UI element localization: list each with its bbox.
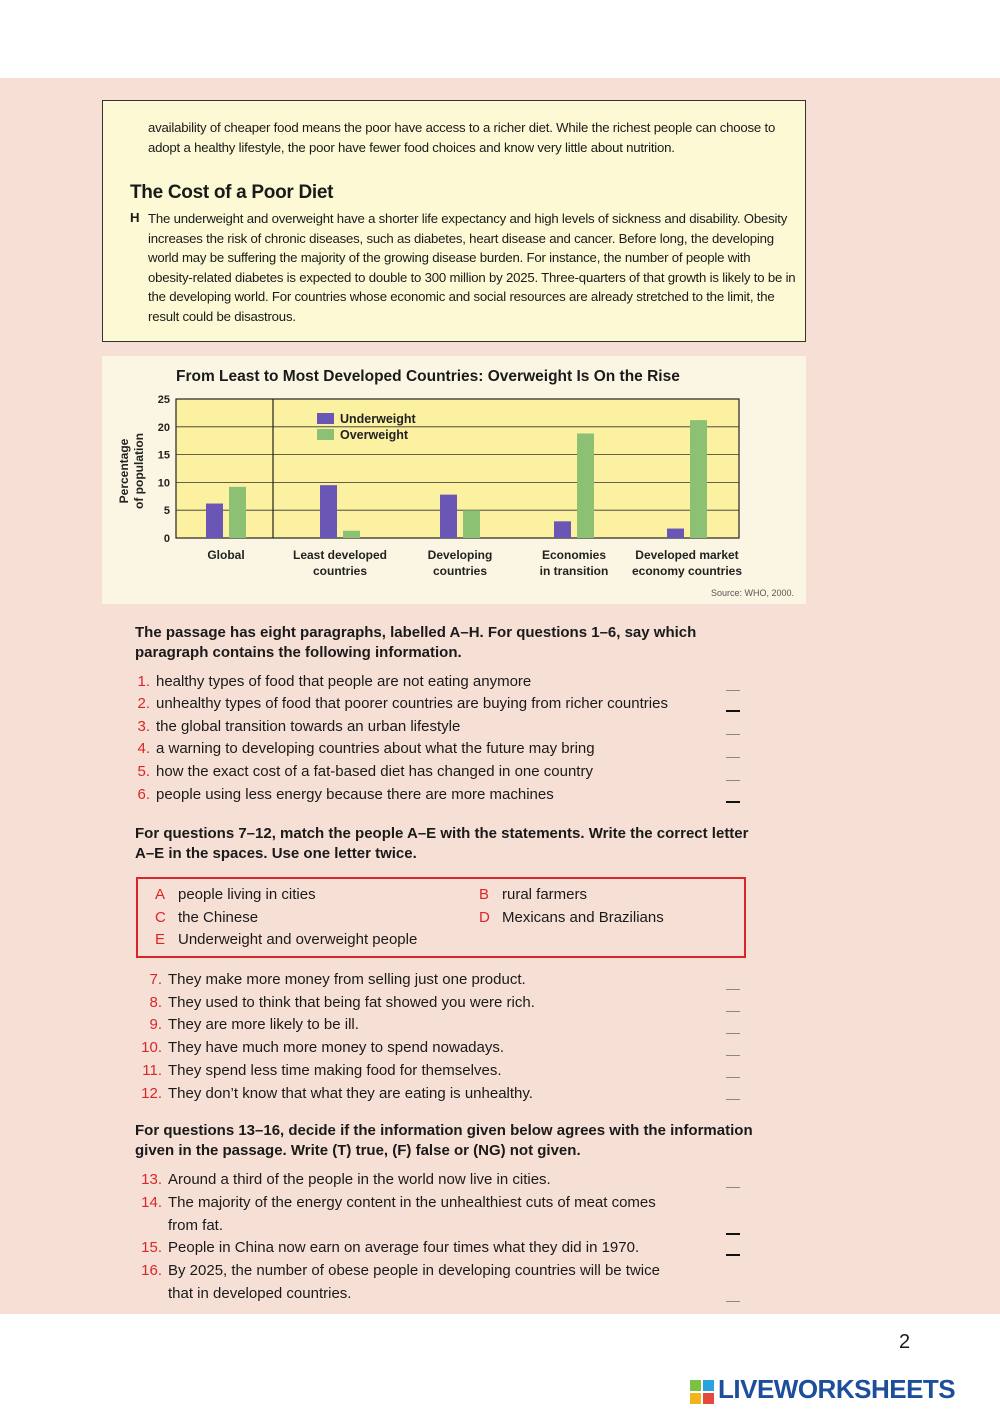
question-text: They spend less time making food for themselves. bbox=[168, 1062, 502, 1079]
question-row bbox=[130, 1262, 660, 1279]
y-axis-label: Percentage bbox=[117, 438, 131, 504]
answer-blank[interactable] bbox=[726, 989, 740, 990]
answer-blank[interactable] bbox=[726, 734, 740, 735]
legend-swatch bbox=[317, 413, 334, 424]
question-number: 1. bbox=[137, 673, 150, 690]
question-text: They make more money from selling just one product. bbox=[168, 971, 526, 988]
x-tick-label: Developed market bbox=[635, 548, 739, 562]
question-number: 15. bbox=[141, 1239, 162, 1256]
y-tick-label: 5 bbox=[163, 505, 170, 518]
question-number: 14. bbox=[141, 1194, 162, 1211]
paragraph-g-continuation: availability of cheaper food means the poor have access to a richer diet. While the richest people can choose to adopt a healthy lifestyle, the poor have fewer food choices and know very little about nutrition. bbox=[148, 120, 776, 155]
question-text: the global transition towards an urban lifestyle bbox=[156, 718, 461, 735]
page-number: 2 bbox=[899, 1331, 911, 1353]
x-tick-label-line2: countries bbox=[432, 564, 488, 578]
y-tick-label: 15 bbox=[157, 449, 170, 462]
instructions-q1-6: The passage has eight paragraphs, labelled A–H. For questions 1–6, say which paragraph contains the following information. bbox=[135, 624, 697, 661]
people-options-box bbox=[136, 877, 746, 958]
bar-underweight bbox=[320, 485, 337, 538]
bar-underweight bbox=[554, 521, 571, 538]
question-text: a warning to developing countries about what the future may bring bbox=[156, 740, 595, 757]
legend-label: Underweight bbox=[340, 412, 416, 426]
question-text: people using less energy because there are more machines bbox=[156, 786, 554, 803]
question-text: healthy types of food that people are not eating anymore bbox=[156, 673, 532, 690]
bar-underweight bbox=[440, 495, 457, 538]
question-text-continued: that in developed countries. bbox=[168, 1285, 352, 1302]
option-b: B rural farmers bbox=[479, 886, 588, 903]
question-row bbox=[128, 740, 595, 757]
question-row bbox=[130, 1016, 359, 1033]
x-tick-label-line2: economy countries bbox=[631, 564, 743, 578]
liveworksheets-logo-icon bbox=[690, 1378, 716, 1404]
question-row bbox=[128, 695, 668, 712]
question-row bbox=[128, 673, 531, 690]
question-text: By 2025, the number of obese people in developing countries will be twice bbox=[168, 1262, 660, 1279]
x-tick-label-line2: countries bbox=[312, 564, 368, 578]
bar-overweight bbox=[229, 487, 246, 538]
paragraph-h-letter: H bbox=[130, 210, 140, 225]
question-number: 6. bbox=[137, 786, 150, 803]
answer-blank[interactable] bbox=[726, 1055, 740, 1056]
y-tick-label: 10 bbox=[157, 477, 170, 490]
question-row bbox=[130, 1062, 502, 1079]
question-text: They don’t know that what they are eating is unhealthy. bbox=[168, 1085, 533, 1102]
reading-passage bbox=[102, 100, 806, 342]
question-number: 11. bbox=[142, 1062, 162, 1079]
option-a: A people living in cities bbox=[155, 886, 316, 903]
answer-blank[interactable] bbox=[726, 780, 740, 781]
question-text: People in China now earn on average four times what they did in 1970. bbox=[168, 1239, 640, 1256]
question-text: The majority of the energy content in the unhealthiest cuts of meat comes bbox=[168, 1194, 656, 1211]
answer-blank[interactable] bbox=[726, 1011, 740, 1012]
question-row bbox=[130, 1239, 639, 1256]
bar-underweight bbox=[667, 529, 684, 538]
question-row bbox=[130, 1039, 504, 1056]
answer-blank[interactable] bbox=[726, 1033, 740, 1034]
instructions-q13-16: For questions 13–16, decide if the information given below agrees with the information given in the passage. Write (T) true, (F) false or (NG) not given. bbox=[135, 1122, 753, 1159]
question-text: They used to think that being fat showed you were rich. bbox=[168, 994, 535, 1011]
answer-blank[interactable] bbox=[726, 710, 740, 712]
x-tick-label: Least developed bbox=[292, 548, 388, 562]
question-number: 9. bbox=[149, 1016, 162, 1033]
question-row bbox=[128, 718, 460, 735]
question-row bbox=[128, 786, 554, 803]
bar-chart bbox=[102, 356, 806, 604]
question-row bbox=[130, 1194, 656, 1211]
y-tick-label: 20 bbox=[157, 421, 170, 434]
answer-blank[interactable] bbox=[726, 801, 740, 803]
question-text: how the exact cost of a fat-based diet has changed in one country bbox=[156, 763, 593, 780]
question-row bbox=[130, 1171, 551, 1188]
option-d: D Mexicans and Brazilians bbox=[479, 909, 664, 926]
instructions-q7-12: For questions 7–12, match the people A–E with the statements. Write the correct letter A–E in the spaces. Use one letter twice. bbox=[135, 825, 749, 862]
paragraph-h: The underweight and overweight have a shorter life expectancy and high levels of sickness and disability. Obesity increases the risk of chronic diseases, such as diabetes, heart disease and cancer. Before long, the developing world may be suffering the majority of the growing disease burden. For instance, the number of people with obesity-related diabetes is expected to double to 300 million by 2025. Three-quarters of that growth is likely to be in the developing world. For countries whose economic and social resources are already stretched to the limit, the result could be disastrous. bbox=[148, 211, 796, 324]
answer-blank[interactable] bbox=[726, 1233, 740, 1235]
question-number: 13. bbox=[141, 1171, 162, 1188]
chart-source: Source: WHO, 2000. bbox=[710, 588, 794, 598]
answer-blank[interactable] bbox=[726, 1187, 740, 1188]
bar-overweight bbox=[343, 531, 360, 538]
y-tick-label: 25 bbox=[157, 394, 170, 406]
question-row bbox=[130, 971, 526, 988]
brand-name: LIVEWORKSHEETS bbox=[718, 1374, 956, 1404]
y-axis-label-line2: of population bbox=[132, 433, 146, 509]
question-number: 3. bbox=[137, 718, 150, 735]
option-e: E Underweight and overweight people bbox=[155, 931, 418, 948]
question-row bbox=[128, 763, 593, 780]
section-heading: The Cost of a Poor Diet bbox=[130, 182, 334, 203]
legend-swatch bbox=[317, 429, 334, 440]
question-text: They are more likely to be ill. bbox=[168, 1016, 359, 1033]
x-tick-label: Global bbox=[207, 548, 245, 562]
bar-overweight bbox=[577, 433, 594, 538]
bar-overweight bbox=[690, 420, 707, 538]
question-number: 7. bbox=[149, 971, 162, 988]
y-tick-label: 0 bbox=[163, 533, 170, 545]
question-number: 8. bbox=[149, 994, 162, 1011]
plot-area bbox=[176, 399, 739, 538]
question-number: 12. bbox=[141, 1085, 162, 1102]
answer-blank[interactable] bbox=[726, 1301, 740, 1302]
question-text-continued: from fat. bbox=[168, 1217, 224, 1234]
x-tick-label: Economies bbox=[541, 548, 607, 562]
question-number: 10. bbox=[141, 1039, 162, 1056]
bar-overweight bbox=[463, 510, 480, 538]
question-text: Around a third of the people in the world now live in cities. bbox=[168, 1171, 551, 1188]
question-number: 5. bbox=[137, 763, 150, 780]
question-text: They have much more money to spend nowadays. bbox=[168, 1039, 505, 1056]
answer-blank[interactable] bbox=[726, 1099, 740, 1100]
answer-blank[interactable] bbox=[726, 1077, 740, 1078]
bar-chart-panel bbox=[102, 356, 806, 604]
x-tick-label: Developing bbox=[427, 548, 493, 562]
option-c: C the Chinese bbox=[155, 909, 259, 926]
x-tick-label-line2: in transition bbox=[539, 564, 609, 578]
question-row bbox=[130, 994, 535, 1011]
question-number: 16. bbox=[141, 1262, 162, 1279]
legend-label: Overweight bbox=[340, 428, 409, 442]
answer-blank[interactable] bbox=[726, 690, 740, 691]
answer-blank[interactable] bbox=[726, 1254, 740, 1256]
bar-underweight bbox=[206, 504, 223, 538]
answer-blank[interactable] bbox=[726, 757, 740, 758]
question-number: 2. bbox=[137, 695, 150, 712]
question-row bbox=[130, 1085, 533, 1102]
question-text: unhealthy types of food that poorer countries are buying from richer countries bbox=[156, 695, 668, 712]
chart-title: From Least to Most Developed Countries: Overweight Is On the Rise bbox=[176, 368, 680, 385]
question-number: 4. bbox=[137, 740, 150, 757]
